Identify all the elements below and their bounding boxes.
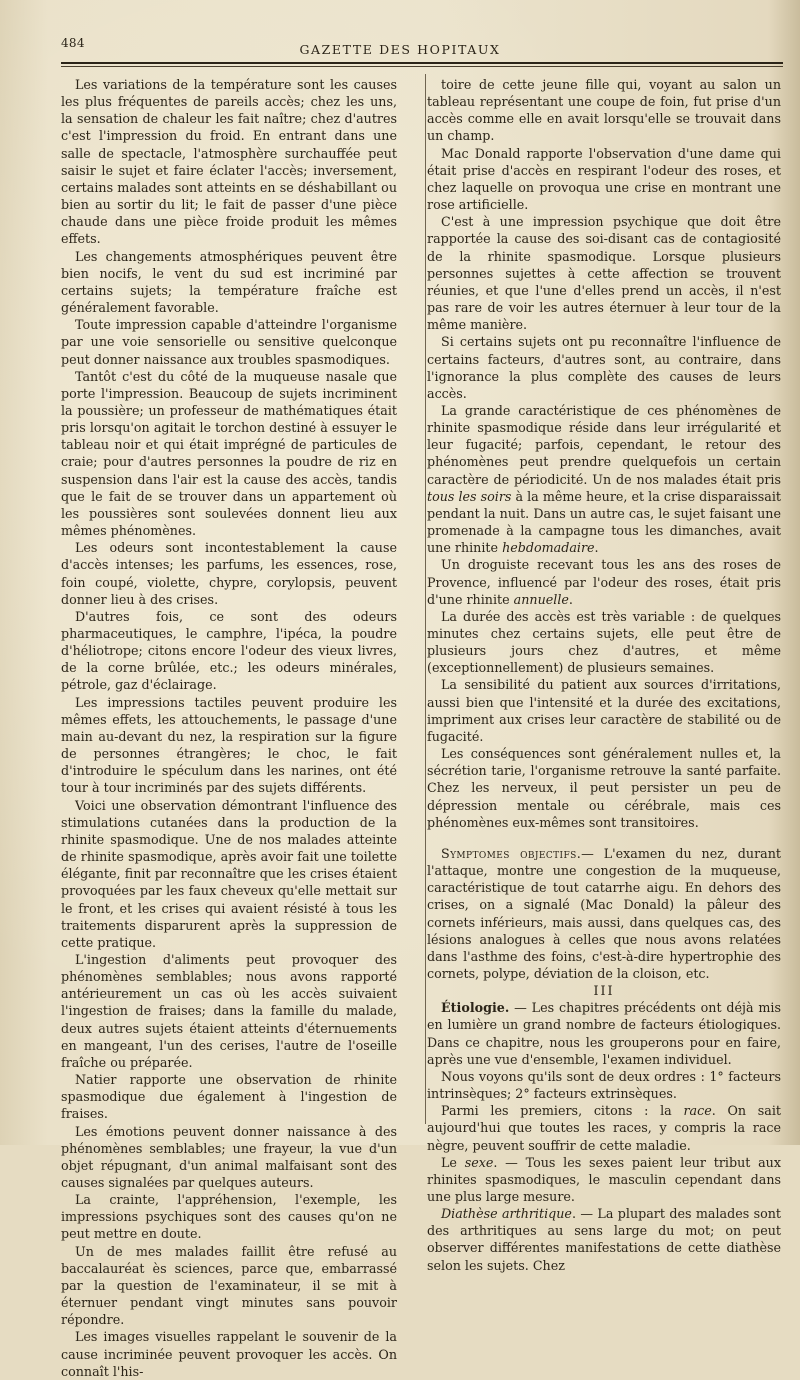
paragraph: D'autres fois, ce sont des odeurs pharmaceutiques, le camphre, l'ipéca, la poudre d'héliotrope; citons encore l'odeur des vieux livres, de la corne brûlée, etc.; les odeurs minérales, pétrole, gaz d'éclairage. [61, 608, 397, 693]
header-rule-thick [61, 62, 783, 64]
paragraph: Tantôt c'est du côté de la muqueuse nasale que porte l'impression. Beaucoup de sujets incriminent la poussière; un professeur de mathématiques était pris lorsqu'on agitait le torchon destiné à essuyer le tableau noir et qui était imprégné de particules de craie; pour d'autres personnes la poudre de riz en suspension dans l'air est la cause des accès, tandis que le fait de se trouver dans un appartement où les poussières sont soulevées donnent lieu aux mêmes phénomènes. [61, 368, 397, 539]
text-run: . [568, 591, 573, 607]
paragraph: toire de cette jeune fille qui, voyant au salon un tableau représentant une coupe de foin, fut prise d'un accès comme elle en avait lorsqu'elle se trouvait dans un champ. [427, 77, 781, 144]
paragraph [427, 1205, 781, 1274]
paragraph [427, 1102, 781, 1153]
paragraph: Les impressions tactiles peuvent produire les mêmes effets, les attouchements, le passage d'une main au-devant du nez, la respiration sur la figure de personnes étrangères; le choc, le fait d'introduire le spéculum dans les narines, ont été tour à tour incriminés par des sujets différents. [61, 694, 397, 796]
paragraph: La durée des accès est très variable : de quelques minutes chez certains sujets, elle peut être de plusieurs jours chez d'autres, et même (exceptionnellement) de plusieurs semaines. [427, 608, 781, 676]
text-run: . [594, 540, 599, 556]
text-run: — Les chapitres précédents ont déjà mis en lumière un grand nombre de facteurs étiologiques. Dans ce chapitre, nous les grouperons pour en faire, après une vue d'ensemble, l'examen individuel. [427, 1000, 781, 1067]
paragraph [427, 845, 781, 982]
header-rule-thin [61, 66, 783, 67]
paragraph: C'est à une impression psychique que doit être rapportée la cause des soi-disant cas de contagiosité de la rhinite spasmodique. Lorsque plusieurs personnes sujettes à cette affection se trouvent réunies, et que l'une d'elles prend un accès, il n'est pas rare de voir les autres éternuer à leur tour de la même manière. [427, 214, 781, 333]
emphasis: race [683, 1103, 712, 1119]
text-run: Un droguiste recevant tous les ans des roses de Provence, influencé par l'odeur des roses, était pris d'une rhinite [427, 557, 781, 607]
paragraph [427, 556, 781, 607]
paragraph: Si certains sujets ont pu reconnaître l'influence de certains facteurs, d'autres sont, au contraire, dans l'ignorance la plus complète des causes de leurs accès. [427, 334, 781, 401]
running-title: GAZETTE DES HOPITAUX [299, 42, 501, 57]
paragraph: La sensibilité du patient aux sources d'irritations, aussi bien que l'intensité et la durée des excitations, impriment aux crises leur caractère de stabilité ou de fugacité. [427, 677, 781, 744]
paragraph: Les changements atmosphériques peuvent être bien nocifs, le vent du sud est incriminé par certains sujets; la température fraîche est généralement favorable. [61, 248, 397, 316]
paragraph: L'ingestion d'aliments peut provoquer des phénomènes semblables; nous avons rapporté antérieurement un cas où les accès suivaient l'ingestion de fraises; dans la famille du malade, deux autres sujets étaient atteints d'éternuements en mangeant, l'un des cerises, l'autre de l'oseille fraîche ou préparée. [61, 951, 397, 1070]
emphasis: sexe [464, 1154, 494, 1170]
emphasis: hebdomadaire [502, 540, 595, 556]
paragraph: Mac Donald rapporte l'observation d'une dame qui était prise d'accès en respirant l'odeur des roses, et chez laquelle on provoqua une crise en montrant une rose artificielle. [427, 145, 781, 213]
column-divider [425, 74, 426, 1124]
left-column [61, 76, 397, 1380]
paragraph [427, 402, 781, 556]
paragraph: Voici une observation démontrant l'influence des stimulations cutanées dans la production de la rhinite spasmodique. Une de nos malades atteinte de rhinite spasmodique, après avoir fait une toilette élégante, finit par reconnaître que les crises étaient provoquées par les faux cheveux qu'elle mettait sur le front, et les crises qui avaient résisté à tous les traitements disparurent après la suppression de cette pratique. [61, 797, 397, 950]
text-run: Parmi les premiers, citons : la [441, 1103, 684, 1119]
page-number: 484 [61, 36, 85, 50]
section-lead: Étiologie. [441, 1000, 510, 1016]
paragraph: Les variations de la température sont les causes les plus fréquentes de pareils accès; chez les uns, la sensation de chaleur les fait naître; chez d'autres c'est l'impression du froid. En entrant dans une salle de spectacle, l'atmosphère surchauffée peut saisir le sujet et faire éclater l'accès; inversement, certains malades sont atteints en se déshabillant ou bien au sortir du lit; le fait de passer d'une pièce chaude dans une pièce froide produit les mêmes effets. [61, 77, 397, 247]
emphasis: annuelle [513, 591, 569, 607]
paragraph: La crainte, l'appréhension, l'exemple, les impressions psychiques sont des causes qu'on ne peut mettre en doute. [61, 1192, 397, 1242]
paragraph: Les émotions peuvent donner naissance à des phénomènes semblables; une frayeur, la vue d'un objet répugnant, d'un animal malfaisant sont des causes signalées par quelques auteurs. [61, 1123, 397, 1190]
right-column [427, 76, 781, 1274]
text-run: à la même heure, et la crise disparaissait pendant la nuit. Dans un autre cas, le sujet faisant une promenade à la campagne tous les dimanches, avait une rhinite [427, 488, 781, 556]
paragraph [427, 999, 781, 1068]
paragraph: Un de mes malades faillit être refusé au baccalauréat ès sciences, parce que, embarrassé par la question de l'examinateur, il se mit à éternuer pendant vingt minutes sans pouvoir répondre. [61, 1243, 397, 1328]
text-run: . — Tous les sexes paient leur tribut aux rhinites spasmodiques, le masculin cependant dans une plus large mesure. [427, 1154, 781, 1204]
paragraph: Les odeurs sont incontestablement la cause d'accès intenses; les parfums, les essences, rose, foin coupé, violette, chypre, corylopsis, peuvent donner lieu à des crises. [61, 540, 397, 607]
text-run: . On sait aujourd'hui que toutes les races, y compris la race nègre, peuvent souffrir de cette maladie. [427, 1103, 781, 1153]
emphasis: Diathèse arthritique [441, 1206, 572, 1222]
text-run: Le [441, 1154, 465, 1170]
paragraph: Les images visuelles rappelant le souvenir de la cause incriminée peuvent provoquer les accès. On connaît l'his- [61, 1329, 397, 1379]
text-run: — L'examen du nez, durant l'attaque, montre une congestion de la muqueuse, caractéristique de tout catarrhe aigu. En dehors des crises, on a signalé (Mac Donald) la pâleur des cornets inférieurs, mais aussi, dans quelques cas, des lésions analogues à celles que nous avons relatées dans l'asthme des foins, c'est-à-dire hypertrophie des cornets, polype, déviation de la cloison, etc. [427, 845, 781, 981]
section-heading: III [593, 983, 615, 999]
paragraph: Nous voyons qu'ils sont de deux ordres : 1° facteurs intrinsèques; 2° facteurs extrinsèques. [427, 1068, 781, 1102]
paragraph: Les conséquences sont généralement nulles et, la sécrétion tarie, l'organisme retrouve la santé parfaite. Chez les nerveux, il peut persister un peu de dépression mentale ou cérébrale, mais ces phénomènes eux-mêmes sont transitoires. [427, 746, 781, 830]
text-run: La grande caractéristique de ces phénomènes de rhinite spasmodique réside dans leur irrégularité et leur fugacité; parfois, cependant, le retour des phénomènes peut prendre quelquefois un certain caractère de périodicité. Un de nos malades était pris [427, 402, 781, 487]
section-lead: Symptomes objectifs. [441, 845, 582, 861]
paragraph: Natier rapporte une observation de rhinite spasmodique due également à l'ingestion de fraises. [61, 1072, 397, 1122]
emphasis: tous les soirs [427, 488, 512, 504]
paragraph [427, 1154, 781, 1205]
text-run: . — La plupart des malades sont des arthritiques au sens large du mot; on peut observer différentes manifestations de cette diathèse selon les sujets. Chez [427, 1206, 782, 1273]
paragraph: Toute impression capable d'atteindre l'organisme par une voie sensorielle ou sensitive quelconque peut donner naissance aux troubles spasmodiques. [61, 317, 397, 367]
